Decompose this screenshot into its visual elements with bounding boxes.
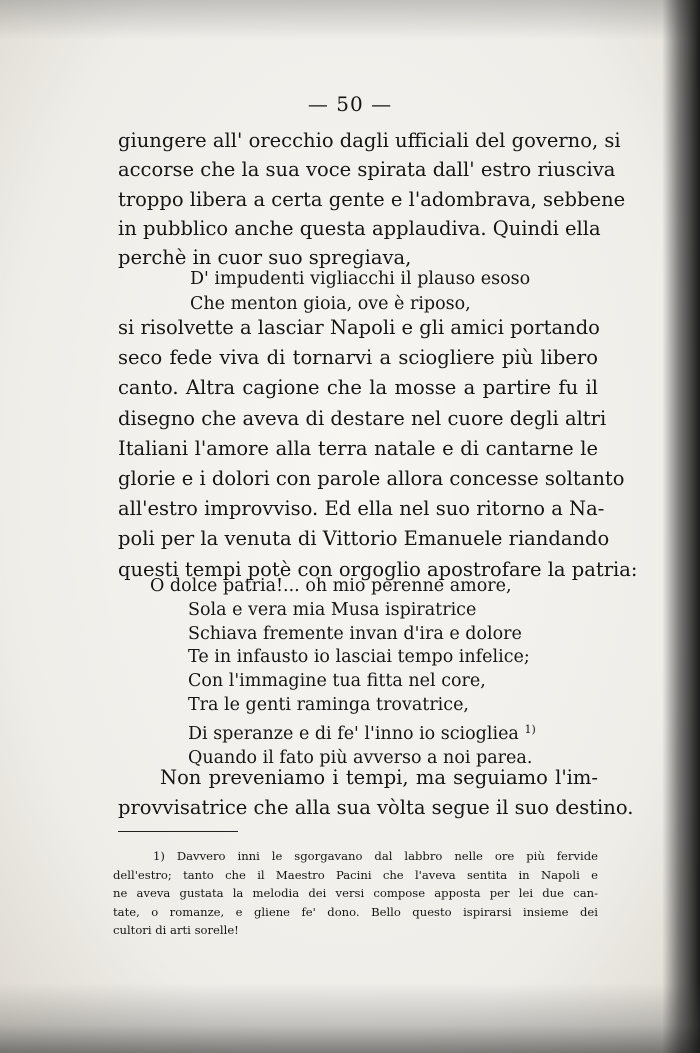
- footnote-line: 1) Davvero inni le sgorgavano dal labbro nelle ore più fervide: [153, 849, 598, 863]
- verse-quotation: [190, 267, 530, 317]
- text-line: poli per la venuta di Vittorio Emanuele riandando: [118, 527, 610, 551]
- text-line: all'estro improvviso. Ed ella nel suo ritorno a Na-: [118, 497, 605, 521]
- text-line: in pubblico anche questa applaudiva. Quindi ella: [118, 216, 601, 240]
- footnote-line: ne aveva gustata la melodia dei versi compose apposta per lei due can-: [113, 886, 598, 900]
- footnote-separator: [118, 831, 238, 832]
- poem-line: Con l'immagine tua fitta nel core,: [188, 671, 486, 692]
- poem-line: Tra le genti raminga trovatrice,: [188, 694, 469, 715]
- text-line: giungere all' orecchio dagli ufficiali del governo, si: [118, 129, 621, 152]
- page-right-edge-shadow: [662, 0, 700, 1053]
- text-line: canto. Altra cagione che la mosse a partire fu il: [118, 376, 598, 400]
- footnote-line: cultori di arti sorelle!: [113, 923, 239, 937]
- page-top-shadow: [0, 0, 700, 40]
- paragraph-1: [118, 126, 626, 272]
- text-line: provvisatrice che alla sua vòlta segue il suo destino.: [118, 796, 634, 819]
- poem-line: O dolce patria!... oh mio perenne amore,: [150, 576, 512, 596]
- footnote: [113, 847, 598, 940]
- poem-stanza: [150, 575, 536, 770]
- poem-line: Schiava fremente invan d'ira e dolore: [188, 623, 522, 644]
- poem-line: Sola e vera mia Musa ispiratrice: [188, 599, 477, 620]
- paragraph-3: [118, 763, 634, 823]
- text-line: Non preveniamo i tempi, ma seguiamo l'im-: [160, 766, 598, 789]
- verse-line: D' impudenti vigliacchi il plauso esoso: [190, 269, 531, 289]
- poem-line-text: Di speranze e di fe' l'inno io sciogliea: [188, 723, 519, 744]
- page-number: — 50 —: [307, 92, 393, 116]
- footnote-line: dell'estro; tanto che il Maestro Pacini che l'aveva sentita in Napoli e: [113, 867, 598, 882]
- text-line: glorie e i dolori con parole allora concesse soltanto: [118, 467, 625, 491]
- text-line: troppo libera a certa gente e l'adombrava, sebbene: [118, 187, 626, 211]
- poem-line: [150, 718, 536, 747]
- text-line: si risolvette a lasciar Napoli e gli amici portando: [118, 316, 600, 339]
- footnote-marker: 1): [524, 722, 536, 736]
- verse-line: Che menton gioia, ove è riposo,: [190, 294, 471, 314]
- text-line: disegno che aveva di destare nel cuore degli altri: [118, 406, 607, 430]
- paragraph-2: [118, 313, 638, 585]
- text-line: questi tempi potè con orgoglio apostrofare la patria:: [118, 557, 638, 581]
- text-line: Italiani l'amore alla terra natale e di cantarne le: [118, 436, 598, 460]
- poem-line: Quando il fato più avverso a noi parea.: [188, 747, 533, 768]
- text-line: seco fede viva di tornarvi a sciogliere più libero: [118, 346, 598, 370]
- text-line: perchè in cuor suo spregiava,: [118, 246, 412, 270]
- page-bottom-shadow: [0, 983, 700, 1053]
- poem-line: Te in infausto io lasciai tempo infelice;: [188, 647, 530, 668]
- text-line: accorse che la sua voce spirata dall' estro riusciva: [118, 158, 616, 182]
- footnote-line: tate, o romanze, e gliene fe' dono. Bello questo ispirarsi insieme dei: [113, 904, 598, 919]
